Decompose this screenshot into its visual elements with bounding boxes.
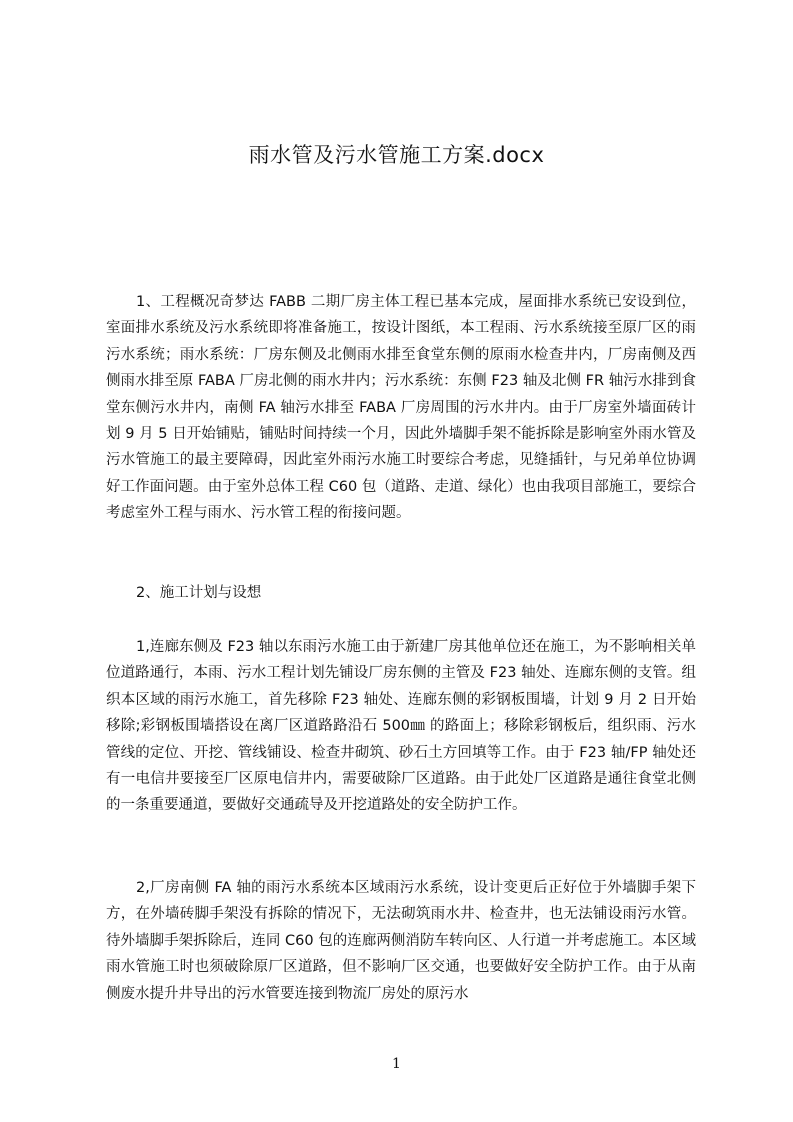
paragraph-south-side-plan: 2,厂房南侧 FA 轴的雨污水系统本区域雨污水系统，设计变更后正好位于外墙脚手架下方，在外墙砖脚手架没有拆除的情况下，无法砌筑雨水井、检查井，也无法铺设雨污水管。待外墙脚手架拆除后，连同 C60 包的连廊两侧消防车转向区、人行道一并考虑施工。本区域雨水管施工时也须破除原厂区道路，但不影响厂区交通，也要做好安全防护工作。由于从南侧废水提升井导出的污水管要连接到物流厂房处的原污水: [106, 880, 696, 1002]
paragraph-project-overview: 1、工程概况奇梦达 FABB 二期厂房主体工程已基本完成，屋面排水系统已安设到位，室面排水系统及污水系统即将准备施工，按设计图纸，本工程雨、污水系统接至原厂区的雨污水系统；雨水系统：厂房东侧及北侧雨水排至食堂东侧的原雨水检查井内，厂房南侧及西侧雨水排至原 FABA 厂房北侧的雨水井内；污水系统：东侧 F23 轴及北侧 FR 轴污水排到食堂东侧污水井内，南侧 FA 轴污水排至 FABA 厂房周围的污水井内。由于厂房室外墙面砖计划 9 月 5 日开始铺贴，铺贴时间持续一个月，因此外墙脚手架不能拆除是影响室外雨水管及污水管施工的最主要障碍，因此室外雨污水施工时要综合考虑，见缝插针，与兄弟单位协调好工作面问题。由于室外总体工程 C60 包（道路、走道、绿化）也由我项目部施工，要综合考虑室外工程与雨水、污水管工程的衔接问题。: [106, 294, 696, 522]
document-title: 雨水管及污水管施工方案.docx: [248, 143, 545, 167]
page-number: 1: [392, 1056, 401, 1072]
paragraph-east-side-plan: 1,连廊东侧及 F23 轴以东雨污水施工由于新建厂房其他单位还在施工，为不影响相关单位道路通行，本雨、污水工程计划先铺设厂房东侧的主管及 F23 轴处、连廊东侧的支管。组织本区域的雨污水施工，首先移除 F23 轴处、连廊东侧的彩钢板围墙，计划 9 月 2 日开始移除;彩钢板围墙搭设在离厂区道路路沿石 500㎜ 的路面上；移除彩钢板后，组织雨、污水管线的定位、开挖、管线铺设、检查井砌筑、砂石土方回填等工作。由于 F23 轴/FP 轴处还有一电信井要接至厂区原电信井内，需要破除厂区道路。由于此处厂区道路是通往食堂北侧的一条重要通道，要做好交通疏导及开挖道路处的安全防护工作。: [106, 639, 696, 814]
section-heading-construction-plan: 2、施工计划与设想: [136, 585, 262, 601]
